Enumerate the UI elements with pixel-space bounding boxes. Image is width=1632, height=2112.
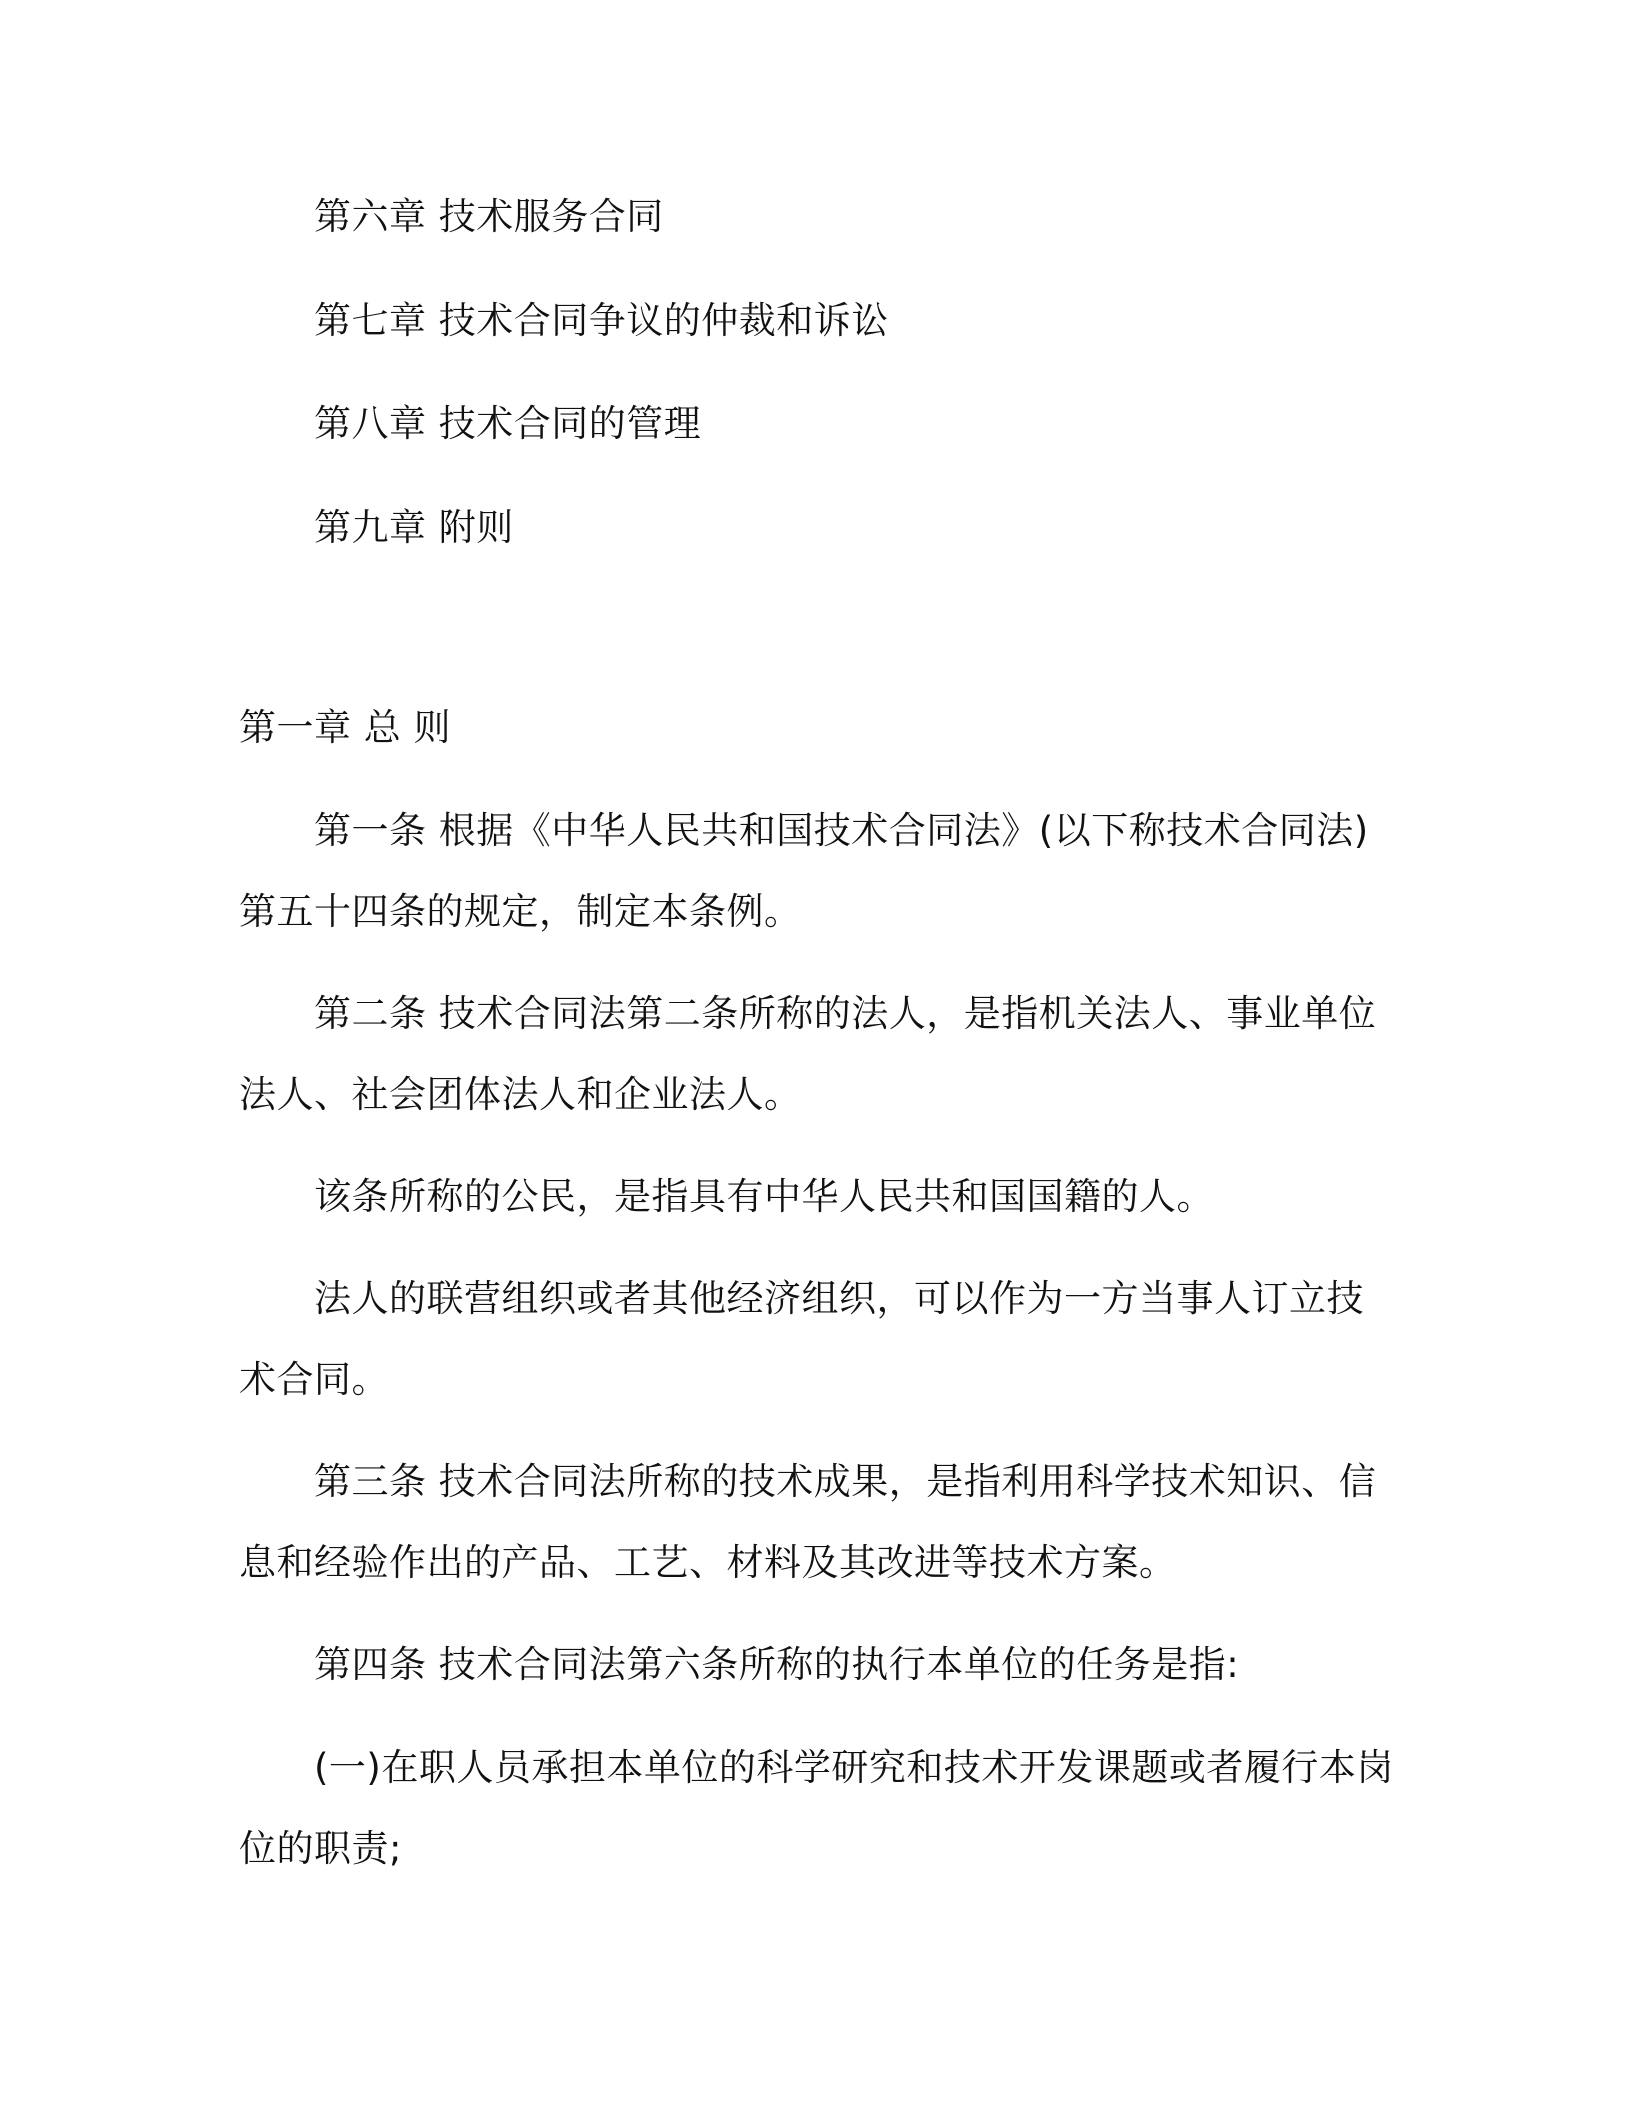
article-2-para-2: 该条所称的公民，是指具有中华人民共和国国籍的人。 (314, 1175, 1214, 1218)
article-4-item-1-line-2: 位的职责; (239, 1827, 402, 1870)
article-4-line-1: 第四条 技术合同法第六条所称的执行本单位的任务是指: (314, 1643, 1240, 1686)
chapter-1-heading: 第一章 总 则 (239, 706, 452, 749)
article-3-line-2: 息和经验作出的产品、工艺、材料及其改进等技术方案。 (239, 1541, 1177, 1584)
toc-chapter-6: 第六章 技术服务合同 (314, 195, 664, 238)
toc-chapter-9: 第九章 附则 (314, 506, 514, 549)
article-2-line-1: 第二条 技术合同法第二条所称的法人，是指机关法人、事业单位 (314, 992, 1377, 1035)
article-4-item-1-line-1: (一)在职人员承担本单位的科学研究和技术开发课题或者履行本岗 (314, 1746, 1394, 1789)
article-2-para-3-line-1: 法人的联营组织或者其他经济组织，可以作为一方当事人订立技 (314, 1277, 1364, 1320)
article-2-para-3-line-2: 术合同。 (239, 1358, 389, 1401)
toc-chapter-7: 第七章 技术合同争议的仲裁和诉讼 (314, 299, 889, 342)
article-1-line-2: 第五十四条的规定，制定本条例。 (239, 890, 802, 933)
toc-chapter-8: 第八章 技术合同的管理 (314, 402, 702, 445)
article-1-line-1: 第一条 根据《中华人民共和国技术合同法》(以下称技术合同法) (314, 809, 1369, 852)
article-2-line-2: 法人、社会团体法人和企业法人。 (239, 1073, 802, 1116)
article-3-line-1: 第三条 技术合同法所称的技术成果，是指利用科学技术知识、信 (314, 1460, 1377, 1503)
